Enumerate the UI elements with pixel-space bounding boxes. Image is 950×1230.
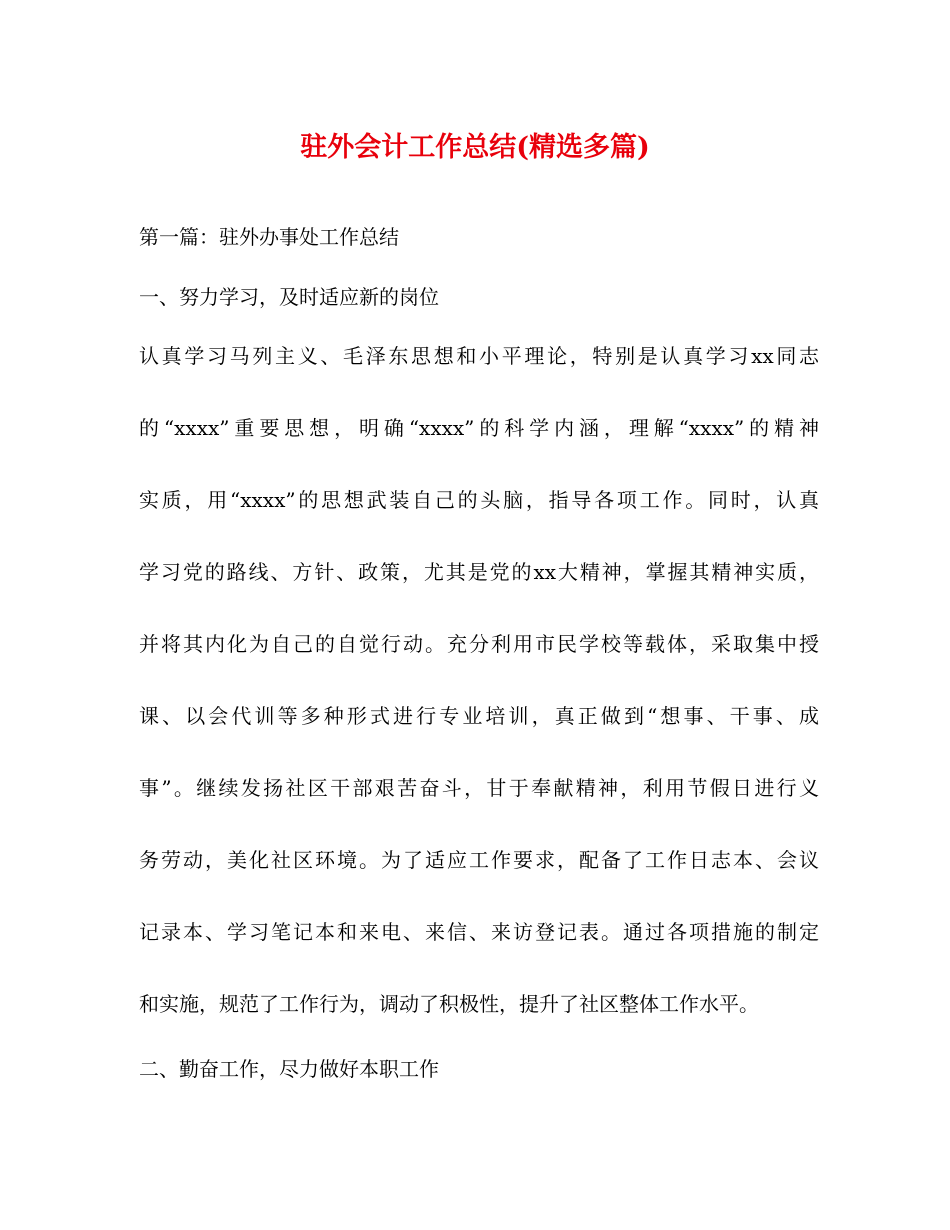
part-heading-1: 一、努力学习，及时适应新的岗位 (139, 285, 439, 309)
part-heading-2: 二、勤奋工作，尽力做好本职工作 (139, 1057, 439, 1081)
paragraph-line: 和实施，规范了工作行为，调动了积极性，提升了社区整体工作水平。 (139, 992, 759, 1016)
paragraph-line: 记录本、学习笔记本和来电、来信、来访登记表。通过各项措施的制定 (139, 920, 819, 944)
paragraph-line: 事”。继续发扬社区干部艰苦奋斗，甘于奉献精神，利用节假日进行义 (139, 776, 819, 800)
paragraph-line: 认真学习马列主义、毛泽东思想和小平理论，特别是认真学习xx同志 (139, 344, 819, 368)
paragraph-line: 学习党的路线、方针、政策，尤其是党的xx大精神，掌握其精神实质， (139, 560, 819, 584)
document-title: 驻外会计工作总结(精选多篇) (300, 132, 650, 163)
paragraph-line: 务劳动，美化社区环境。为了适应工作要求，配备了工作日志本、会议 (139, 848, 819, 872)
paragraph-line: 实质，用“xxxx”的思想武装自己的头脑，指导各项工作。同时，认真 (139, 488, 819, 512)
paragraph-line: 并将其内化为自己的自觉行动。充分利用市民学校等载体，采取集中授 (139, 632, 819, 656)
section-heading: 第一篇：驻外办事处工作总结 (139, 225, 399, 249)
paragraph-line: 课、以会代训等多种形式进行专业培训，真正做到“想事、干事、成 (139, 704, 819, 728)
paragraph-line: 的“xxxx”重要思想，明确“xxxx”的科学内涵，理解“xxxx”的精神 (139, 416, 819, 440)
